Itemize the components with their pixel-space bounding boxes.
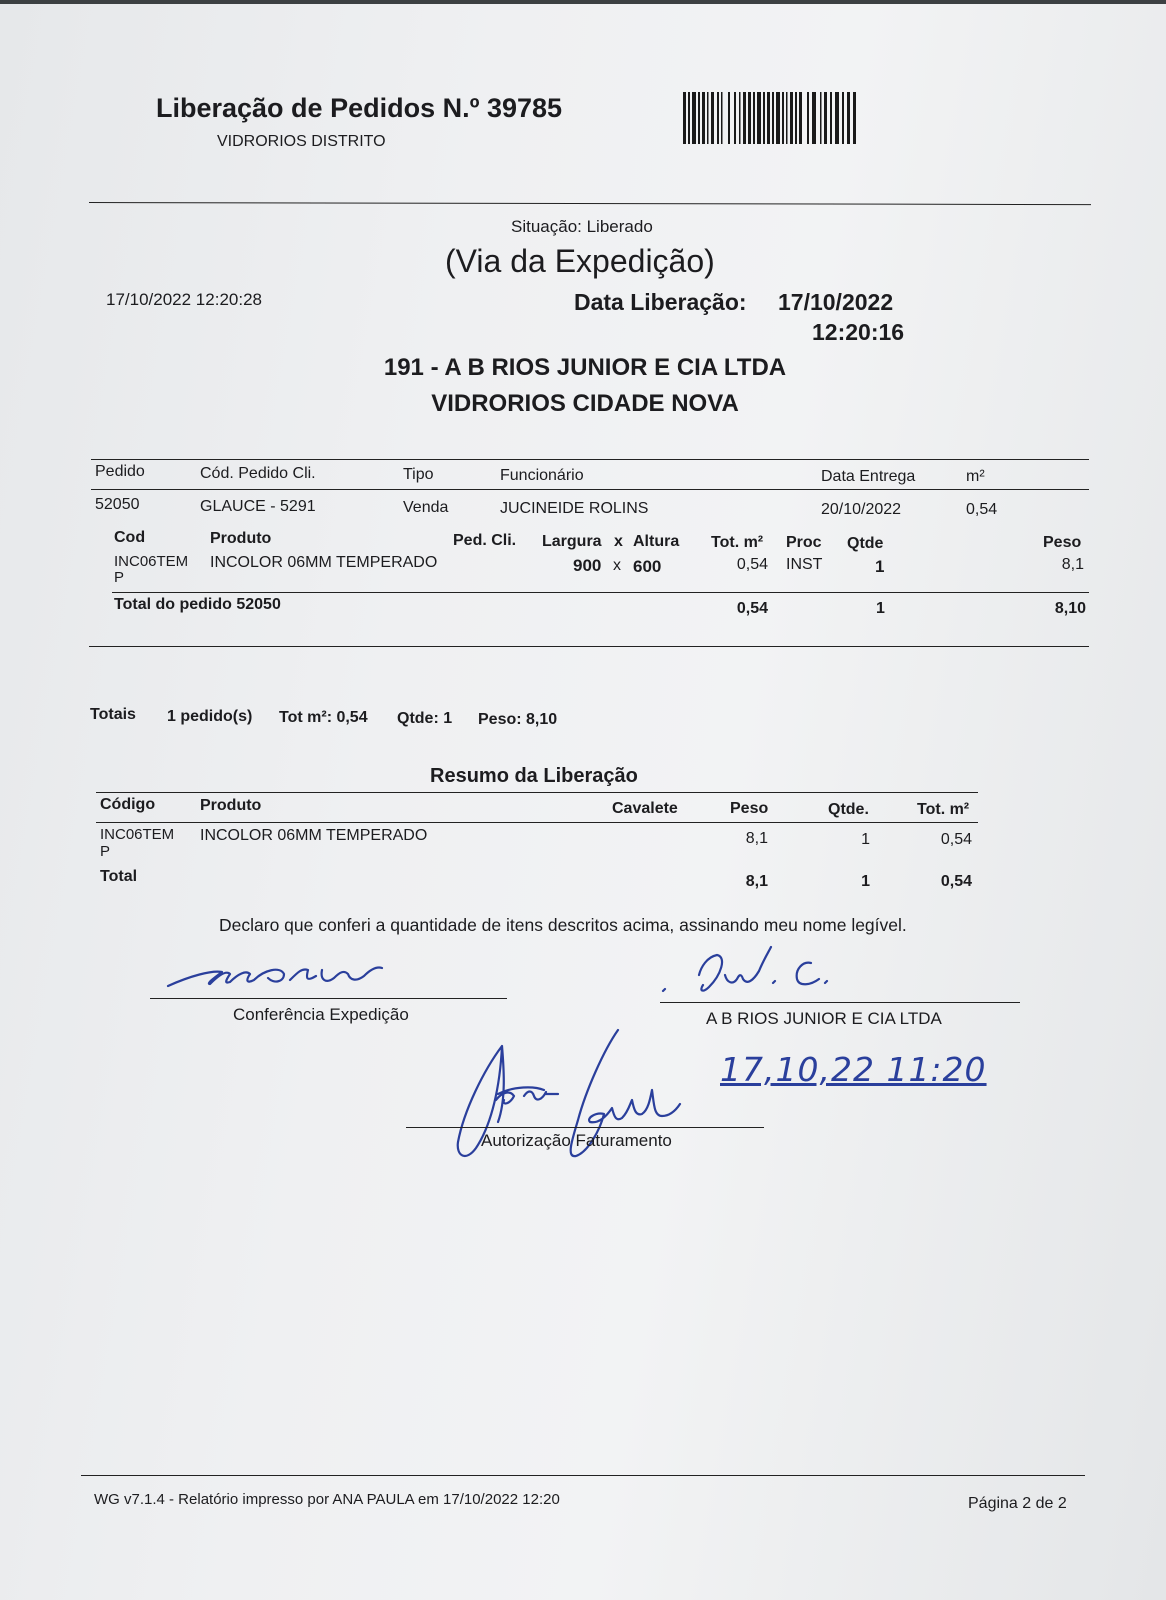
resumo-total-qtde: 1	[861, 873, 870, 890]
item-col-produto: Produto	[210, 530, 272, 547]
item-col-altura: Altura	[633, 533, 680, 550]
footer-page-number: Página 2 de 2	[968, 1495, 1067, 1512]
document-title: Liberação de Pedidos N.º 39785	[156, 93, 563, 123]
totais-qtde: Qtde: 1	[397, 710, 453, 727]
item-col-largura: Largura	[542, 533, 602, 550]
item-col-qtde: Qtde	[847, 535, 884, 552]
resumo-col-produto: Produto	[200, 797, 262, 814]
order-data-entrega: 20/10/2022	[821, 501, 902, 518]
item-col-x: x	[614, 533, 623, 550]
item-col-tot-m2: Tot. m²	[711, 534, 764, 551]
autorizacao-label: Autorização Faturamento	[481, 1131, 672, 1150]
cliente-signature	[655, 945, 855, 1005]
autorizacao-line	[406, 1127, 764, 1128]
item-altura: 600	[633, 557, 662, 576]
order-funcionario: JUCINEIDE ROLINS	[500, 500, 649, 517]
item-col-proc: Proc	[786, 534, 822, 551]
footer-report-info: WG v7.1.4 - Relatório impresso por ANA PAULA em 17/10/2022 12:20	[94, 1491, 560, 1508]
resumo-codigo-line1: INC06TEM	[100, 826, 175, 843]
resumo-col-peso: Peso	[730, 800, 769, 817]
col-pedido: Pedido	[95, 463, 145, 480]
item-x: x	[613, 557, 621, 574]
totais-pedidos: 1 pedido(s)	[167, 708, 253, 725]
resumo-produto: INCOLOR 06MM TEMPERADO	[200, 827, 428, 844]
resumo-total-label: Total	[100, 868, 138, 885]
page-edge-shadow	[0, 0, 1166, 4]
printed-datetime: 17/10/2022 12:20:28	[106, 290, 262, 309]
resumo-total-peso: 8,1	[745, 873, 768, 890]
resumo-peso: 8,1	[745, 830, 768, 847]
data-liberacao-date: 17/10/2022	[778, 289, 894, 315]
totais-peso: Peso: 8,10	[478, 711, 558, 728]
via-label: (Via da Expedição)	[445, 243, 715, 279]
order-m2: 0,54	[966, 501, 998, 518]
item-col-ped-cli: Ped. Cli.	[453, 532, 517, 549]
resumo-tot-m2: 0,54	[940, 831, 972, 848]
item-qtde: 1	[875, 557, 885, 576]
order-pedido: 52050	[95, 496, 140, 513]
item-proc: INST	[786, 556, 823, 573]
item-col-peso: Peso	[1043, 534, 1082, 551]
item-largura: 900	[573, 556, 602, 575]
declaration-text: Declaro que conferi a quantidade de itens descritos acima, assinando meu nome legível.	[219, 915, 907, 935]
resumo-total-tot-m2: 0,54	[940, 873, 972, 890]
col-m2: m²	[966, 468, 985, 485]
company-name: VIDRORIOS DISTRITO	[217, 133, 386, 150]
conferencia-signature	[160, 948, 400, 998]
header-divider	[89, 202, 1091, 205]
resumo-codigo-line2: P	[100, 843, 111, 860]
resumo-col-codigo: Código	[100, 796, 156, 813]
item-divider	[112, 592, 1089, 593]
resumo-header-divider	[96, 822, 978, 823]
order-tipo: Venda	[403, 499, 449, 516]
order-total-label: Total do pedido 52050	[114, 596, 281, 613]
col-funcionario: Funcionário	[500, 467, 584, 484]
order-total-qtde: 1	[876, 600, 885, 617]
col-data-entrega: Data Entrega	[821, 468, 916, 485]
resumo-col-tot-m2: Tot. m²	[917, 801, 970, 818]
cliente-line	[660, 1002, 1020, 1003]
resumo-col-cavalete: Cavalete	[612, 800, 678, 817]
col-tipo: Tipo	[403, 466, 434, 483]
situacao-text: Situação: Liberado	[511, 217, 653, 236]
barcode	[683, 92, 859, 144]
col-cod-pedido-cli: Cód. Pedido Cli.	[200, 465, 316, 482]
order-table-top-border	[91, 459, 1089, 460]
footer-divider	[81, 1475, 1085, 1476]
data-liberacao-label: Data Liberação:	[574, 289, 747, 315]
order-table-bottom-border	[89, 646, 1089, 647]
conferencia-label: Conferência Expedição	[233, 1005, 409, 1024]
item-col-cod: Cod	[114, 529, 146, 546]
resumo-col-qtde: Qtde.	[828, 801, 869, 818]
client-branch: VIDRORIOS CIDADE NOVA	[431, 390, 739, 417]
totais-label: Totais	[90, 706, 136, 723]
order-cod-pedido-cli: GLAUCE - 5291	[200, 498, 316, 515]
handwritten-date: 17,10,22 11:20	[720, 1050, 987, 1089]
cliente-label: A B RIOS JUNIOR E CIA LTDA	[706, 1009, 942, 1028]
totais-tot-m2: Tot m²: 0,54	[279, 709, 368, 726]
resumo-title: Resumo da Liberação	[430, 765, 638, 787]
item-produto: INCOLOR 06MM TEMPERADO	[210, 554, 438, 571]
resumo-qtde: 1	[861, 831, 870, 848]
data-liberacao-time: 12:20:16	[812, 319, 905, 345]
item-tot-m2: 0,54	[736, 556, 768, 573]
order-total-peso: 8,10	[1054, 600, 1086, 617]
order-total-tot-m2: 0,54	[736, 600, 768, 617]
resumo-top-border	[96, 792, 978, 793]
order-header-divider	[91, 489, 1089, 490]
item-cod-line2: P	[114, 569, 125, 586]
client-name: 191 - A B RIOS JUNIOR E CIA LTDA	[383, 354, 787, 381]
conferencia-line	[150, 998, 507, 999]
item-peso: 8,1	[1061, 556, 1084, 573]
item-cod-line1: INC06TEM	[114, 553, 189, 570]
